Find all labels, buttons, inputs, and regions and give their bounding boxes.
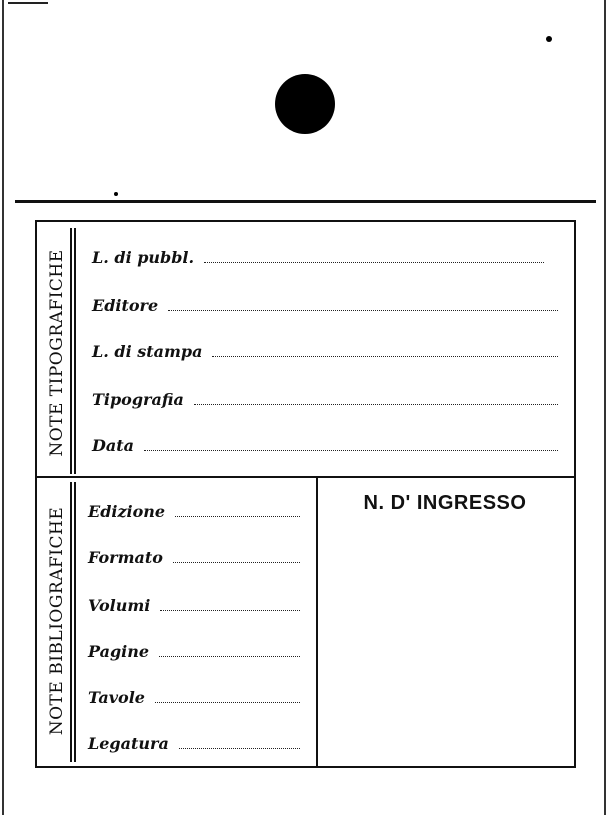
ink-speck (114, 192, 118, 196)
field-label: Formato (88, 548, 163, 567)
fold-line (15, 200, 596, 203)
fill-line (212, 346, 558, 357)
rail-tipografiche-inner (74, 228, 76, 474)
ingresso-heading: N. D' INGRESSO (363, 492, 527, 514)
field-label: Data (92, 436, 134, 455)
tipografiche-section-label: NOTE TIPOGRAFICHE (47, 249, 67, 457)
field-formato (88, 548, 300, 567)
field-tipografia (92, 390, 558, 409)
field-pagine (88, 642, 300, 661)
fill-line (159, 646, 300, 657)
fill-line (168, 300, 558, 311)
field-label: Legatura (88, 734, 169, 753)
rail-bibliografiche-inner (74, 482, 76, 762)
fill-line (204, 252, 544, 263)
card-right-edge (604, 0, 606, 815)
field-edizione (88, 502, 300, 521)
field-tavole (88, 688, 300, 707)
field-legatura (88, 734, 300, 753)
field-luogo-pubblicazione (92, 248, 544, 267)
fill-line (194, 394, 558, 405)
ink-speck (546, 36, 552, 42)
field-label: Editore (92, 296, 159, 315)
field-label: Edizione (88, 502, 166, 521)
section-divider (37, 476, 574, 478)
fill-line (173, 552, 300, 563)
field-label: Tavole (88, 688, 145, 707)
field-label: L. di stampa (92, 342, 203, 361)
field-label: Tipografia (92, 390, 184, 409)
field-label: Volumi (88, 596, 151, 615)
card-left-edge (2, 0, 4, 815)
field-data (92, 436, 558, 455)
field-editore (92, 296, 558, 315)
fill-line (179, 738, 300, 749)
rail-tipografiche-outer (70, 228, 72, 474)
field-luogo-stampa (92, 342, 558, 361)
fill-line (144, 440, 558, 451)
fill-line (160, 600, 300, 611)
top-edge-mark (8, 2, 48, 4)
fill-line (175, 506, 300, 517)
ingresso-divider (316, 478, 318, 766)
field-label: Pagine (88, 642, 150, 661)
field-volumi (88, 596, 300, 615)
fill-line (155, 692, 300, 703)
punch-hole (275, 74, 335, 134)
bibliografiche-section-label: NOTE BIBLIOGRAFICHE (47, 506, 67, 736)
field-label: L. di pubbl. (92, 248, 195, 267)
rail-bibliografiche-outer (70, 482, 72, 762)
